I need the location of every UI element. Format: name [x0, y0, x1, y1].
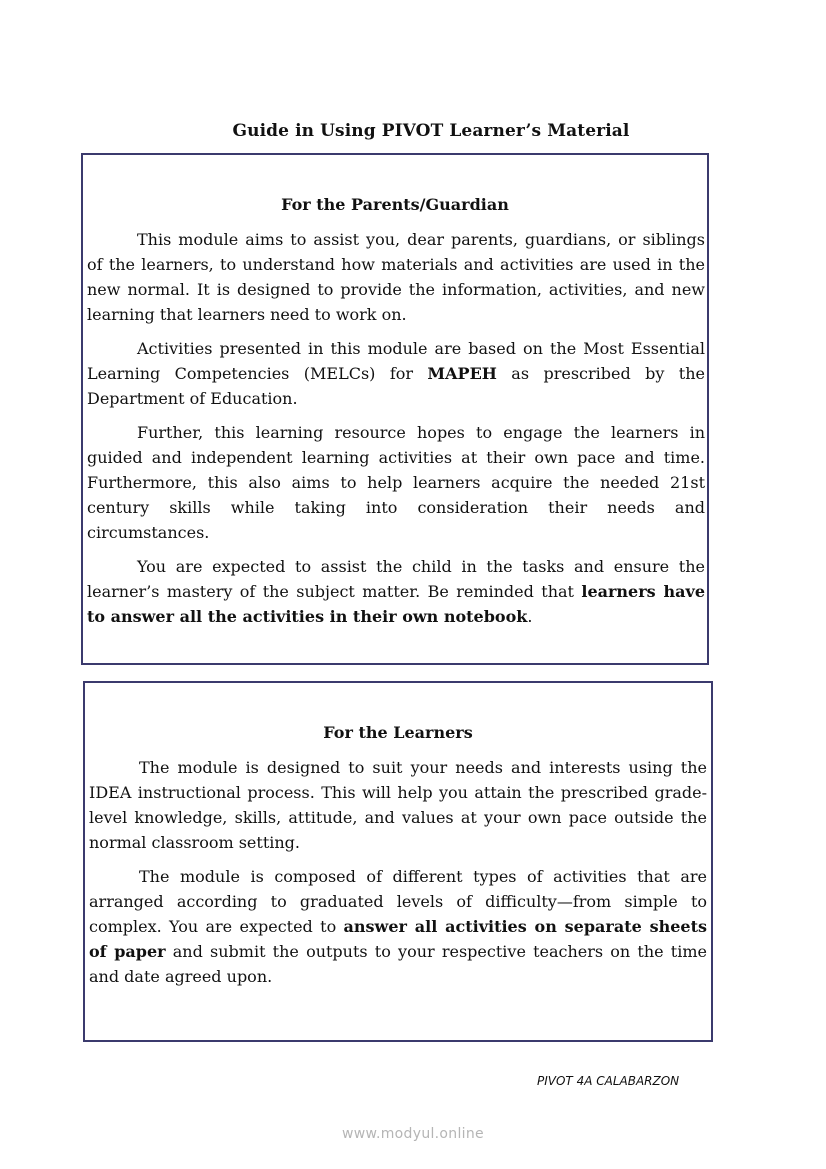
learners-heading: For the Learners	[323, 723, 473, 742]
parents-paragraph-1	[87, 227, 705, 327]
notebook-emphasis: learners have to answer all the activities in their own notebook	[87, 582, 706, 626]
learners-paragraph-2-tail: and submit the outputs to your respective teachers on the time and date agreed upon.	[89, 942, 707, 986]
learners-paragraph-1	[89, 755, 707, 855]
watermark: www.modyul.online	[342, 1126, 484, 1142]
parents-guardian-heading: For the Parents/Guardian	[281, 195, 509, 214]
page-title: Guide in Using PIVOT Learner’s Material	[232, 121, 630, 141]
parents-paragraph-2-tail: as prescribed by the Department of Education.	[87, 364, 705, 408]
parents-paragraph-3	[87, 420, 705, 545]
parents-paragraph-4-text: You are expected to assist the child in the tasks and ensure the learner’s mastery of the subject matter. Be reminded that	[87, 557, 705, 601]
parents-paragraph-2	[87, 336, 705, 411]
parents-paragraph-3-text: Further, this learning resource hopes to engage the learners in guided and independent learning activities at their own pace and time. Furthermore, this also aims to help learners acquire the needed 21st century skills while taking into consideration their needs and circumstances.	[87, 423, 705, 542]
parents-paragraph-2-text: Activities presented in this module are based on the Most Essential Learning Competencies (MELCs) for	[87, 339, 705, 383]
parents-paragraph-1-text: This module aims to assist you, dear parents, guardians, or siblings of the learners, to understand how materials and activities are used in the new normal. It is designed to provide the information, activities, and new learning that learners need to work on.	[87, 230, 705, 324]
footer-label: PIVOT 4A CALABARZON	[537, 1074, 680, 1088]
parents-paragraph-4	[87, 554, 705, 629]
parents-guardian-box	[81, 153, 709, 665]
parents-paragraph-4-tail: .	[527, 607, 533, 626]
separate-sheets-emphasis: answer all activities on separate sheets of paper	[89, 917, 708, 961]
mapeh-emphasis: MAPEH	[427, 364, 497, 383]
learners-paragraph-2-text: The module is composed of different types of activities that are arranged according to graduated levels of difficulty—from simple to complex. You are expected to	[89, 867, 707, 936]
learners-box	[83, 681, 713, 1042]
learners-paragraph-2	[89, 864, 707, 989]
learners-paragraph-1-text: The module is designed to suit your needs and interests using the IDEA instructional process. This will help you attain the prescribed grade-level knowledge, skills, attitude, and values at your own pace outside the normal classroom setting.	[89, 758, 707, 852]
